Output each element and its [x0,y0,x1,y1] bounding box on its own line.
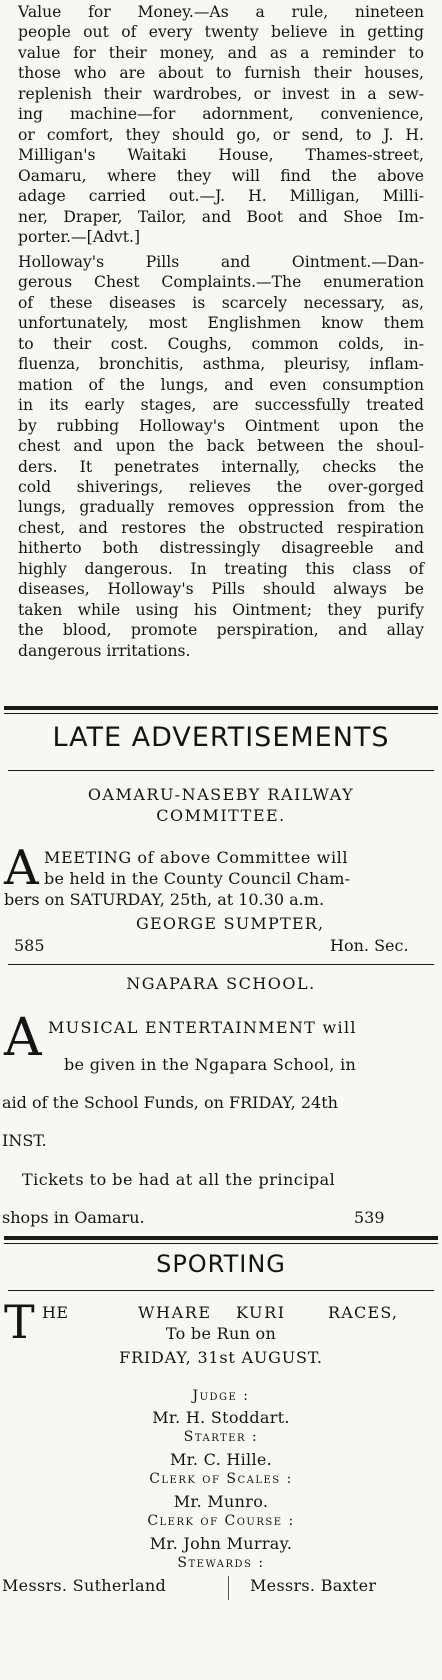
holloway-para-line: ders. It penetrates internally, checks the [18,457,424,476]
value-para-line: adage carried out.—J. H. Milligan, Milli- [18,187,424,206]
starter-name: Mr. C. Hille. [169,1450,273,1469]
railway-title-line2: COMMITTEE. [156,806,286,825]
starter-label: Starter : [183,1429,259,1445]
sporting-title-whare: WHARE [138,1303,212,1322]
value-para-line: ner, Draper, Tailor, and Boot and Shoe Im- [18,207,424,226]
railway-dropcap: A [4,840,39,896]
ad-separator [8,964,434,965]
stewards-right: Messrs. Baxter [250,1576,377,1595]
stewards-left: Messrs. Sutherland [2,1576,167,1595]
school-line5: Tickets to be had at all the principal [22,1170,336,1189]
sporting-title-he: HE [42,1303,69,1322]
school-line4: INST. [2,1131,47,1150]
sporting-title-kuri: KURI [236,1303,286,1322]
holloway-para-line: by rubbing Holloway's Ointment upon the [18,416,424,435]
holloway-para-line: Holloway's Pills and Ointment.—Dan- [18,253,424,271]
holloway-para-line: diseases, Holloway's Pills should always be [18,580,424,599]
stewards-divider [228,1576,229,1600]
sporting-title-line3: FRIDAY, 31st AUGUST. [119,1348,323,1367]
stewards-label: Stewards : [177,1555,265,1571]
value-para-line: those who are about to furnish their houses, [18,64,424,83]
sporting-dropcap: T [4,1295,35,1349]
school-line6: shops in Oamaru. [2,1208,145,1227]
holloway-para-line: highly dangerous. In treating this class of [18,559,424,578]
railway-role: Hon. Sec. [330,936,409,955]
value-para-line: porter.—[Advt.] [18,227,141,246]
value-for-money-paragraph [18,2,424,247]
late-advertisements-heading: LATE ADVERTISEMENTS [52,722,390,753]
holloway-para-line: hitherto both distressingly disagreeble and [18,539,424,558]
school-line1: MUSICAL ENTERTAINMENT will [48,1018,357,1037]
section-rule [4,1243,438,1244]
holloway-para-line: lungs, gradually removes oppression from the [18,498,424,517]
school-title: NGAPARA SCHOOL. [126,974,316,993]
railway-line1: MEETING of above Committee will [44,848,349,867]
sporting-heading: SPORTING [156,1250,286,1278]
railway-ad-ref: 585 [14,936,45,955]
value-para-line: or comfort, they should go, or send, to J. H. [18,125,424,144]
holloway-para-line: of these diseases is scarcely necessary, as, [18,293,424,312]
railway-line3: bers on SATURDAY, 25th, at 10.30 a.m. [4,890,325,909]
school-dropcap: A [4,1008,42,1068]
heading-rule [8,770,434,771]
holloway-paragraph [18,252,424,661]
clerk-of-course-name: Mr. John Murray. [149,1534,293,1553]
holloway-para-line: to their cost. Coughs, common colds, in- [18,334,424,353]
value-para-line: ing machine—for adornment, convenience, [18,105,424,124]
value-para-line: Milligan's Waitaki House, Thames-street, [18,146,424,165]
clerk-of-scales-label: Clerk of Scales : [149,1471,293,1487]
holloway-para-line: chest and upon the back between the shoul- [18,437,424,456]
school-line3: aid of the School Funds, on FRIDAY, 24th [2,1093,338,1112]
school-ad-ref: 539 [354,1208,385,1227]
judge-name: Mr. H. Stoddart. [152,1408,290,1427]
holloway-para-line: unfortunately, most Englishmen know them [18,314,424,333]
holloway-para-line: dangerous irritations. [18,641,191,660]
clerk-of-scales-name: Mr. Munro. [173,1492,269,1511]
holloway-para-line: taken while using his Ointment; they purify [18,600,424,619]
sporting-title-races: RACES, [328,1303,399,1322]
railway-title-line1: OAMARU-NASEBY RAILWAY [87,785,355,804]
section-rule [4,1236,438,1240]
judge-label: Judge : [192,1388,250,1404]
holloway-para-line: fluenza, bronchitis, asthma, pleurisy, inflam- [18,355,424,374]
holloway-para-line: mation of the lungs, and even consumption [18,375,424,394]
railway-signature: GEORGE SUMPTER, [136,914,325,933]
railway-line2: be held in the County Council Cham- [44,869,351,888]
value-para-line: replenish their wardrobes, or invest in a sew- [18,84,424,103]
heading-rule [8,1290,434,1291]
section-rule [4,713,438,714]
value-para-line: people out of every twenty believe in getting [18,23,424,42]
clerk-of-course-label: Clerk of Course : [147,1513,295,1529]
school-line2: be given in the Ngapara School, in [64,1055,357,1074]
value-para-line: Oamaru, where they will find the above [18,166,424,185]
holloway-para-line: gerous Chest Complaints.—The enumeration [18,273,424,292]
value-para-line: value for their money, and as a reminder to [18,43,424,62]
sporting-title-line2: To be Run on [165,1324,277,1343]
holloway-para-line: chest, and restores the obstructed respiration [18,518,424,537]
holloway-para-line: the blood, promote perspiration, and allay [18,621,424,640]
holloway-para-line: cold shiverings, relieves the over-gorged [18,477,424,496]
section-rule [4,706,438,710]
value-para-line: Value for Money.—As a rule, nineteen [18,3,424,21]
holloway-para-line: in its early stages, are successfully treated [18,396,424,415]
